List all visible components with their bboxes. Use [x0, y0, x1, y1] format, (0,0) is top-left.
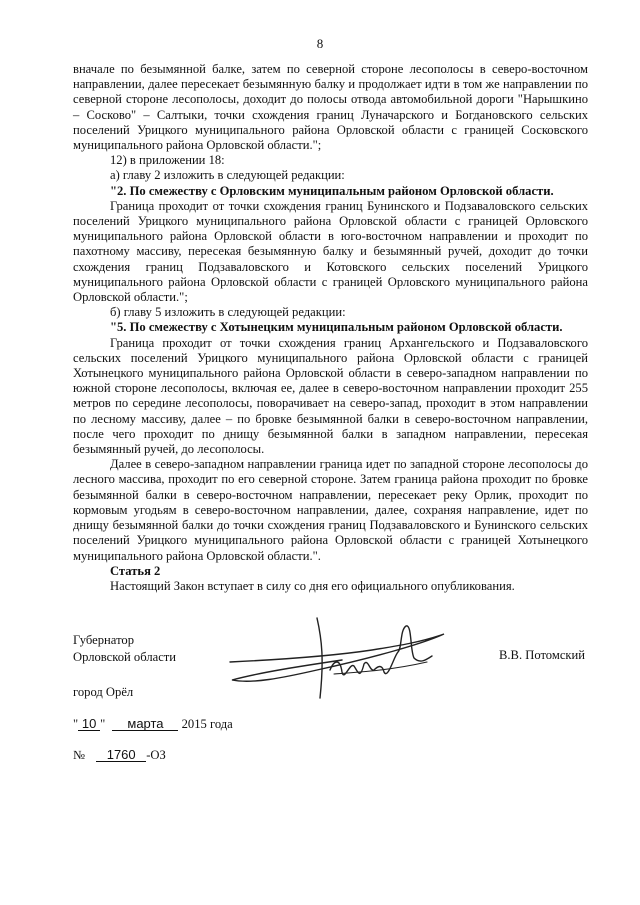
chapter-2-heading: "2. По смежеству с Орловским муниципальным районом Орловской области.	[110, 183, 554, 198]
date-day: 10	[78, 717, 100, 731]
handwritten-signature	[222, 600, 452, 710]
paragraph-item-12: 12) в приложении 18:	[110, 153, 225, 168]
date-open-quote: "	[73, 717, 79, 731]
paragraph-subitem-a: а) главу 2 изложить в следующей редакции:	[110, 168, 345, 183]
article-title: Статья 2	[110, 564, 161, 578]
position-line-2: Орловской области	[73, 650, 177, 664]
article-text: Настоящий Закон вступает в силу со дня его официального опубликования.	[110, 579, 515, 594]
signatory-name: В.В. Потомский	[499, 648, 586, 662]
chapter-5-text-1: Граница проходит от точки схождения границ Архангельского и Подзаваловского сельских поселений Урицкого муниципального района Орловской области с границей Хотынецкого муниципального района Орловской области в северо-западном направлении по южной стороне лесополосы, включая ее, далее в северо-восточном направлении проходит 255 метров по середине лесополосы, поворачивает на северо-запад, проходит в этом направлении по лесному массиву, далее – по бровке безымянной балки в северо-восточном направлении, после чего проходит по днищу безымянной балки в западном направлении, пересекая безымянный ручей, до лесополосы.	[73, 335, 588, 457]
chapter-5-text-2: Далее в северо-западном направлении граница идет по западной стороне лесополосы до лесного массива, проходит по его северной стороне. Затем граница района проходит по бровке безымянной балки в северо-восточном направлении, пересекает реку Орлик, проходит по кормовым угодьям в северо-восточном направлении, далее, сохраняя направление, идет по днищу безымянной балки до точки схождения границ Подзаваловского и Бунинского сельских поселений Урицкого муниципального района Орловской области с границей Хотынецкого муниципального района Орловской области.".	[73, 457, 588, 563]
date-year: 2015 года	[181, 717, 233, 731]
law-number-line	[73, 748, 166, 763]
position-line-1: Губернатор	[73, 633, 134, 647]
date-line	[73, 717, 233, 732]
paragraph-continuation: вначале по безымянной балке, затем по северной стороне лесополосы в северо-восточном направлении, далее пересекает безымянную балку и продолжает идти в том же направлении по северной стороне лесополосы, доходит до полосы отвода автомобильной дороги "Нарышкино – Сосково" – Салтыки, точки схождения границ Луначарского и Богдановского сельских поселений Урицкого муниципального района Орловской области с границей Сосковского муниципального района Орловской области.";	[73, 62, 588, 153]
chapter-5-heading: "5. По смежеству с Хотынецким муниципальным районом Орловской области.	[110, 320, 563, 335]
city: город Орёл	[73, 685, 134, 699]
date-month: марта	[112, 717, 178, 731]
document-body	[73, 62, 588, 564]
date-close-quote: "	[100, 717, 106, 731]
signatory-position	[73, 632, 176, 666]
page-number: 8	[316, 36, 324, 51]
chapter-2-text: Граница проходит от точки схождения границ Бунинского и Подзаваловского сельских поселений Урицкого муниципального района Орловской области с границей Орловского муниципального района Орловской области в юго-восточном направлении и проходит по пахотному массиву, пересекая безымянную балку и безымянный ручей, доходит до точки схождения границ Подзаваловского и Котовского сельских поселений Урицкого муниципального района Орловской области с границей Орловского муниципального района Орловской области.";	[73, 198, 588, 305]
number-sign: №	[73, 748, 86, 762]
article-2	[110, 564, 590, 594]
law-number-suffix: -ОЗ	[146, 748, 166, 762]
law-number: 1760	[96, 748, 146, 762]
paragraph-subitem-b: б) главу 5 изложить в следующей редакции:	[110, 305, 346, 320]
